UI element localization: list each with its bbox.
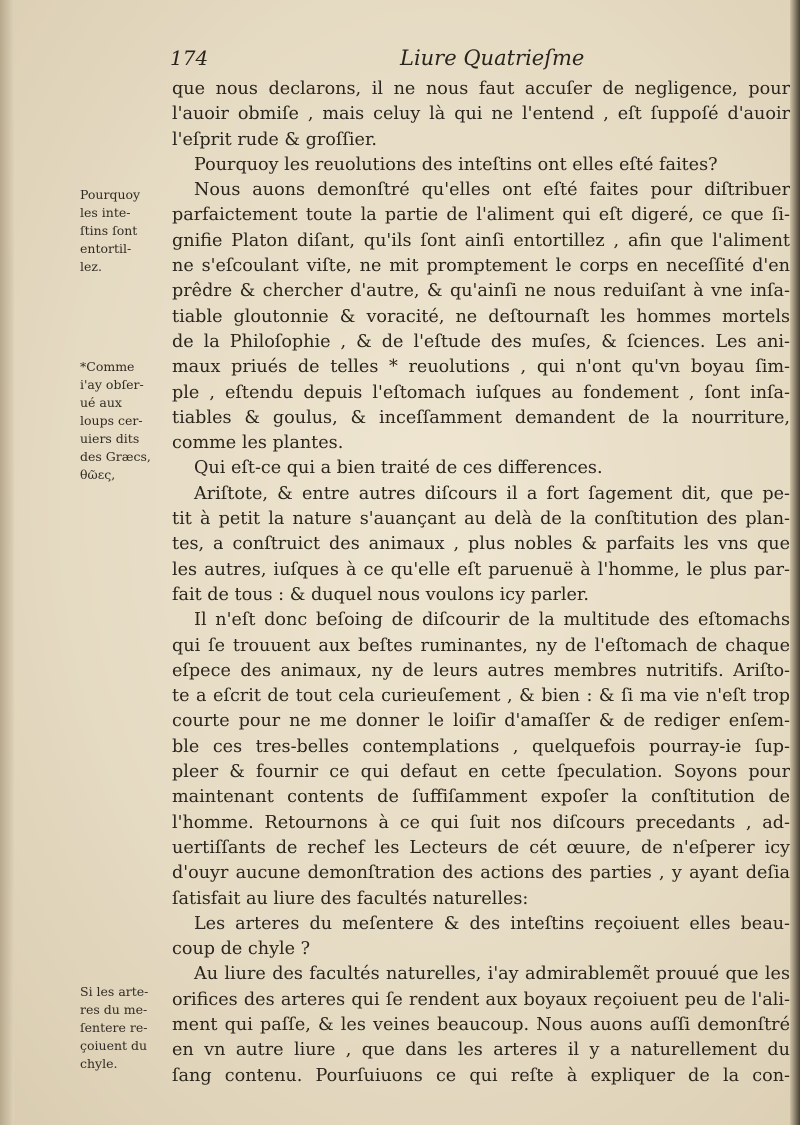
text-line: eſpece des animaux, ny de leurs autres membres nutritifs. Ariſto- (172, 660, 790, 681)
page-number: 174 (170, 46, 209, 70)
text-line: Au liure des facultés naturelles, i'ay admirablemẽt prouué que les (194, 964, 790, 985)
margin-note-line: θῶες, (80, 467, 116, 482)
margin-note-line: lez. (80, 259, 102, 274)
text-line: fait de tous : & duquel nous voulons icy parler. (172, 584, 589, 605)
margin-note-line: ué aux (80, 395, 122, 410)
margin-note-line: loups cer- (80, 413, 143, 428)
body-text (172, 77, 790, 1089)
question-heading: Qui eſt-ce qui a bien traité de ces differences. (194, 458, 603, 479)
question-heading: Pourquoy les reuolutions des inteſtins ont elles eſté faites? (194, 154, 718, 175)
question-heading: Les arteres du meſentere & des inteſtins reçoiuent elles beau- (194, 913, 790, 934)
text-line: que nous declarons, il ne nous faut accuſer de negligence, pour (172, 79, 790, 99)
margin-note-line: les inte- (80, 205, 131, 220)
text-line: uertiſſants de rechef les Lecteurs de cét œuure, de n'eſperer icy (172, 837, 790, 858)
text-line: courte pour ne me donner le loiſir d'amaſſer & de rediger enſem- (172, 711, 790, 732)
text-line: tiables & goulus, & inceſſamment demandent de la nourriture, (172, 407, 790, 428)
text-line: en vn autre liure , que dans les arteres il y a naturellement du (172, 1040, 790, 1061)
text-line: l'homme. Retournons à ce qui ſuit nos diſcours precedants , ad- (172, 812, 790, 833)
text-line: les autres, iuſques à ce qu'elle eſt paruenuë à l'homme, le plus par- (172, 559, 790, 580)
margin-note-line: des Græcs, (80, 449, 151, 464)
text-line: Nous auons demonſtré qu'elles ont eſté faites pour diſtribuer (194, 180, 790, 201)
text-line: l'eſprit rude & groſſier. (172, 129, 378, 150)
margin-note-line: ſentere re- (80, 1020, 148, 1035)
margin-note-line: ſtins ſont (80, 223, 138, 238)
text-line: de la Philoſophie , & de l'eſtude des muſes, & ſciences. Les ani- (172, 331, 790, 352)
text-line: Ariſtote, & entre autres diſcours il a fort ſagement dit, que pe- (194, 483, 790, 504)
text-line: l'auoir obmiſe , mais celuy là qui ne l'entend , eſt ſuppoſé d'auoir (172, 104, 790, 125)
page-gutter-shadow (0, 0, 14, 1125)
margin-note-line: chyle. (80, 1056, 118, 1071)
margin-note-arteres (80, 983, 162, 1073)
text-line: comme les plantes. (172, 433, 344, 454)
text-line: qui ſe trouuent aux beſtes ruminantes, ny de l'eſtomach de chaque (172, 635, 790, 656)
page-edge-shadow (790, 0, 800, 1125)
text-line: pleer & fournir ce qui defaut en cette ſpeculation. Soyons pour (172, 762, 790, 783)
text-line: ble ces tres-belles contemplations , quelquefois pourray-ie ſup- (172, 736, 790, 757)
text-line: ne s'eſcoulant viſte, ne mit promptement le corps en neceſſité d'en (172, 256, 790, 277)
text-line: prêdre & chercher d'autre, & qu'ainſi ne nous reduiſant à vne inſa- (172, 281, 790, 302)
text-line: tiable gloutonnie & voracité, ne deſtournaſt les hommes mortels (172, 306, 790, 327)
text-line: ment qui paſſe, & les veines beaucoup. Nous auons auſſi demonſtré (172, 1014, 790, 1035)
margin-note-line: Pourquoy (80, 187, 141, 202)
text-line: orifices des arteres qui ſe rendent aux boyaux reçoiuent peu de l'ali- (172, 989, 790, 1010)
text-line: ple , eſtendu depuis l'eſtomach iuſques au fondement , ſont inſa- (172, 382, 790, 403)
text-line: Il n'eſt donc beſoing de diſcourir de la multitude des eſtomachs (194, 610, 790, 631)
margin-note-line: i'ay obſer- (80, 377, 144, 392)
text-line: ſatisfait au liure des facultés naturelles: (172, 888, 529, 909)
text-line: te a eſcrit de tout cela curieuſement , & bien : & ſi ma vie n'eſt trop (172, 686, 790, 707)
margin-note-line: entortil- (80, 241, 132, 256)
margin-note-line: uiers dits (80, 431, 140, 446)
text-line: maintenant contents de ſuffiſamment expoſer la conſtitution de (172, 787, 790, 808)
question-heading: coup de chyle ? (172, 939, 311, 960)
running-title: Liure Quatrieſme (400, 46, 585, 70)
margin-note-loups (80, 358, 162, 484)
text-line: ſang contenu. Pourſuiuons ce qui reſte à expliquer de la con- (172, 1065, 790, 1086)
text-line: tes, a conſtruict des animaux , plus nobles & parfaits les vns que (172, 534, 790, 555)
text-line: d'ouyr aucune demonſtration des actions des parties , y ayant deſia (172, 863, 790, 884)
text-line: parfaictement toute la partie de l'aliment qui eſt digeré, ce que ſi- (172, 205, 790, 226)
page-header (170, 46, 590, 74)
margin-note-intestins (80, 186, 162, 276)
margin-note-line: Si les arte- (80, 984, 149, 999)
text-line: maux priués de telles * reuolutions , qui n'ont qu'vn boyau ſim- (172, 357, 790, 378)
text-line: tit à petit la nature s'auançant au delà de la conſtitution des plan- (172, 509, 790, 530)
text-line: gnifie Platon diſant, qu'ils ſont ainſi entortillez , afin que l'aliment (172, 230, 790, 251)
margin-note-line: çoiuent du (80, 1038, 148, 1053)
margin-note-line: res du me- (80, 1002, 148, 1017)
margin-note-line: *Comme (80, 359, 135, 374)
